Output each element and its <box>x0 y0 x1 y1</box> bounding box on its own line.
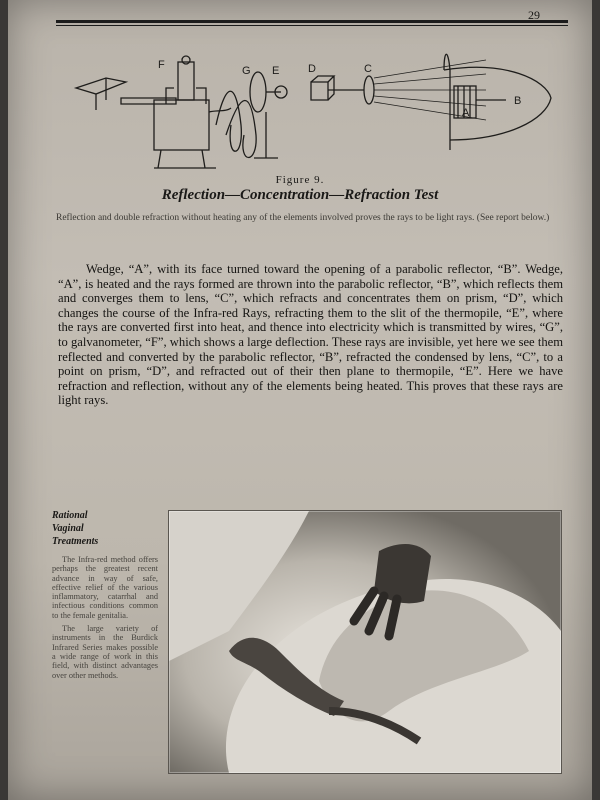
sidebar-title-line: Vaginal <box>52 523 84 534</box>
label-b: B <box>514 95 522 107</box>
book-page <box>8 0 592 800</box>
photo-illustration <box>169 511 561 773</box>
label-g: G <box>242 65 251 77</box>
reflector-drawing <box>444 54 551 150</box>
label-a: A <box>462 107 470 119</box>
page-number: 29 <box>528 8 540 22</box>
lens-drawing <box>328 76 374 104</box>
sidebar-title <box>52 509 152 548</box>
figure-description: Reflection and double refraction without heating any of the elements involved proves the rays to be light rays. (See report below.) <box>56 213 550 223</box>
sidebar-title-line: Treatments <box>52 536 99 547</box>
label-f: F <box>158 59 165 71</box>
label-e: E <box>272 65 280 77</box>
treatment-photograph <box>168 510 562 774</box>
sidebar-text <box>52 555 158 684</box>
header-rule-thin <box>56 25 568 26</box>
body-paragraph: Wedge, “A”, with its face turned toward the opening of a parabolic reflector, “B”. Wedge, “A”, is heated and the rays formed are thrown into the parabolic reflector, “B”, which reflects them and converges them to lens, “C”, which refracts and concentrates them on prism, “D”, which changes the course of the Infra-red Rays, refracting them to the slit of the thermopile, “E”, where the rays are converted first into heat, and thence into electricity which is transmitted by wires, “G”, to galvanometer, “F”, which shows a large deflection. These rays are invisible, yet here we see them reflected and converted by the parabolic reflector, “B”, refracted the condensed by lens, “C”, to a point on prism, “D”, and refracted out of their then plane to thermopile, “E”. Here we have refraction and reflection, without any of the elements being heated. This proves that these rays are light rays. <box>58 262 563 408</box>
galvanometer-drawing <box>76 56 231 168</box>
wires-drawing <box>216 91 256 157</box>
sidebar-paragraph: The large variety of instruments in the Burdick Infrared Series makes possible a wide range of work in this field, with distinct advantages over other methods. <box>52 624 158 680</box>
header-rule <box>56 20 568 23</box>
label-c: C <box>364 63 372 75</box>
figure-title: Reflection—Concentration—Refraction Test <box>161 187 439 203</box>
sidebar-title-line: Rational <box>52 510 88 521</box>
label-d: D <box>308 63 316 75</box>
prism-drawing <box>311 76 334 100</box>
sidebar-paragraph: The Infra-red method offers perhaps the greatest recent advance in way of safe, effective relief of the various inflammatory, catarrhal and infectious conditions common to the female genitalia. <box>52 555 158 620</box>
figure-9-diagram <box>66 40 566 175</box>
figure-number: Figure 9. <box>275 174 325 186</box>
